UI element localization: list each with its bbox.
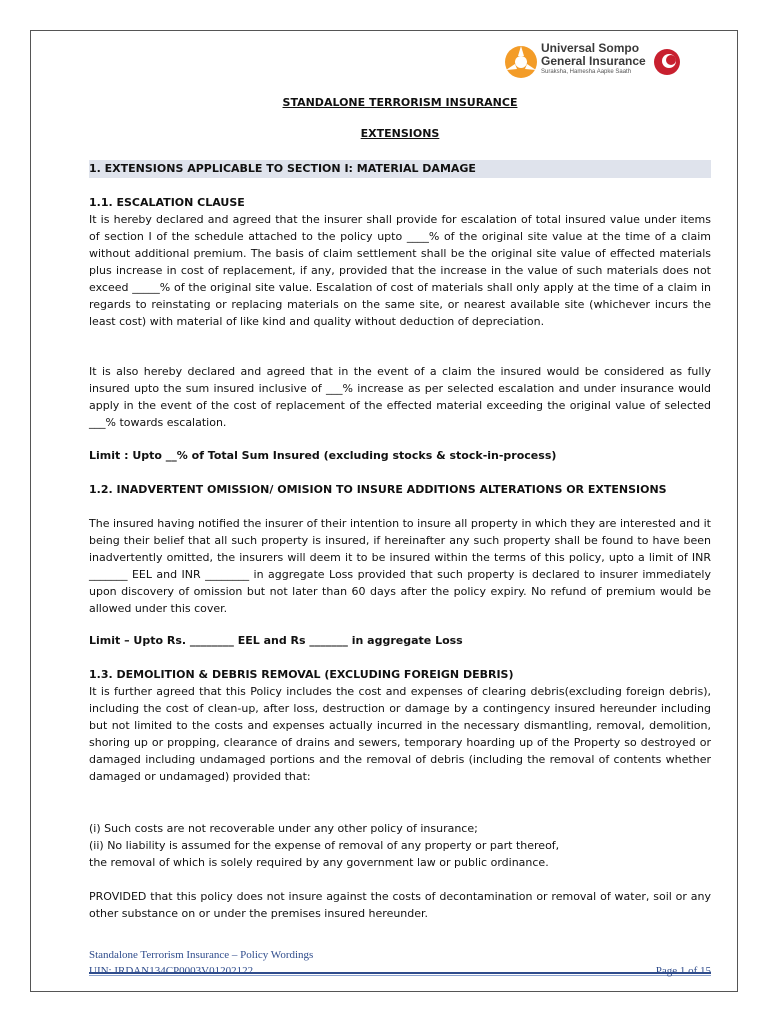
escalation-paragraph-1: It is hereby declared and agreed that the insurer shall provide for escalation of total insured value under items of section I of the schedule attached to the policy upto ____% of the original site value at the time of a claim without additional premium. The basis of claim settlement shall be the original site value of effected materials plus increase in cost of replacement, if any, provided that the increase in the value of such materials does not exceed _____% of the original site value. Escalation of cost of materials shall only apply at the time of a claim in regards to reinstating or replacing materials on the same site, or nearest available site (whichever incurs the least cost) with material of like kind and quality without deduction of depreciation. (89, 213, 711, 328)
clause-heading-debris: 1.3. DEMOLITION & DEBRIS REMOVAL (EXCLUDING FOREIGN DEBRIS) (89, 668, 514, 681)
logo-emblem-icon (503, 44, 539, 80)
logo-line-2: General Insurance (541, 54, 646, 68)
document-page (30, 30, 738, 992)
escalation-paragraph-2: It is also hereby declared and agreed that in the event of a claim the insured would be considered as fully insured upto the sum insured inclusive of ___% increase as per selected escalation and under insurance would apply in the event of the cost of replacement of the effected material exceeding the original value of selected ___% towards escalation. (89, 365, 711, 429)
section-heading: 1. EXTENSIONS APPLICABLE TO SECTION I: MATERIAL DAMAGE (89, 160, 711, 178)
omission-limit: Limit – Upto Rs. ________ EEL and Rs _______ in aggregate Loss (89, 634, 463, 647)
clause-heading-escalation: 1.1. ESCALATION CLAUSE (89, 196, 245, 209)
footer-doc-title: Standalone Terrorism Insurance – Policy Wordings (89, 949, 314, 961)
logo-line-1: Universal Sompo (541, 41, 640, 55)
document-subtitle: EXTENSIONS (360, 127, 440, 140)
document-title: STANDALONE TERRORISM INSURANCE (282, 96, 518, 109)
clause-heading-omission: 1.2. INADVERTENT OMISSION/ OMISION TO INSURE ADDITIONS ALTERATIONS OR EXTENSIONS (89, 483, 667, 496)
debris-paragraph: It is further agreed that this Policy includes the cost and expenses of clearing debris(excluding foreign debris), including the cost of clean-up, after loss, destruction or damage by a contingency insured hereunder including but not limited to the costs and expenses actually incurred in the necessary dismantling, removal, demolition, shoring up or propping, clearance of drains and sewers, temporary hoarding up of the Property so destroyed or damaged including undamaged portions and the removal of debris (including the removal of contents whether damaged or undamaged) provided that: (89, 685, 711, 783)
escalation-limit: Limit : Upto __% of Total Sum Insured (excluding stocks & stock-in-process) (89, 449, 557, 462)
debris-item-2: (ii) No liability is assumed for the expense of removal of any property or part thereof, (89, 839, 560, 852)
company-logo (503, 42, 683, 82)
logo-tagline: Suraksha, Hamesha Aapke Saath (541, 69, 632, 75)
debris-item-1: (i) Such costs are not recoverable under any other policy of insurance; (89, 822, 478, 835)
omission-paragraph: The insured having notified the insurer of their intention to insure all property in which they are interested and it being their belief that all such property is insured, if hereinafter any such property shall be found to have been inadvertently omitted, the insurers will deem it to be insured within the terms of this policy, upto a limit of INR _______ EEL and INR ________ in aggregate Loss provided that such property is declared to insurer immediately upon discovery of omission but not later than 60 days after the policy expiry. No refund of premium would be allowed under this cover. (89, 517, 711, 615)
debris-item-3: the removal of which is solely required by any government law or public ordinance. (89, 856, 549, 869)
debris-proviso: PROVIDED that this policy does not insure against the costs of decontamination or removal of water, soil or any other substance on or under the premises insured hereunder. (89, 890, 711, 920)
footer-uin: UIN: IRDAN134CP0003V01202122 (89, 965, 254, 977)
footer-page-number: Page 1 of 15 (655, 965, 711, 977)
logo-seal-icon (653, 48, 681, 76)
